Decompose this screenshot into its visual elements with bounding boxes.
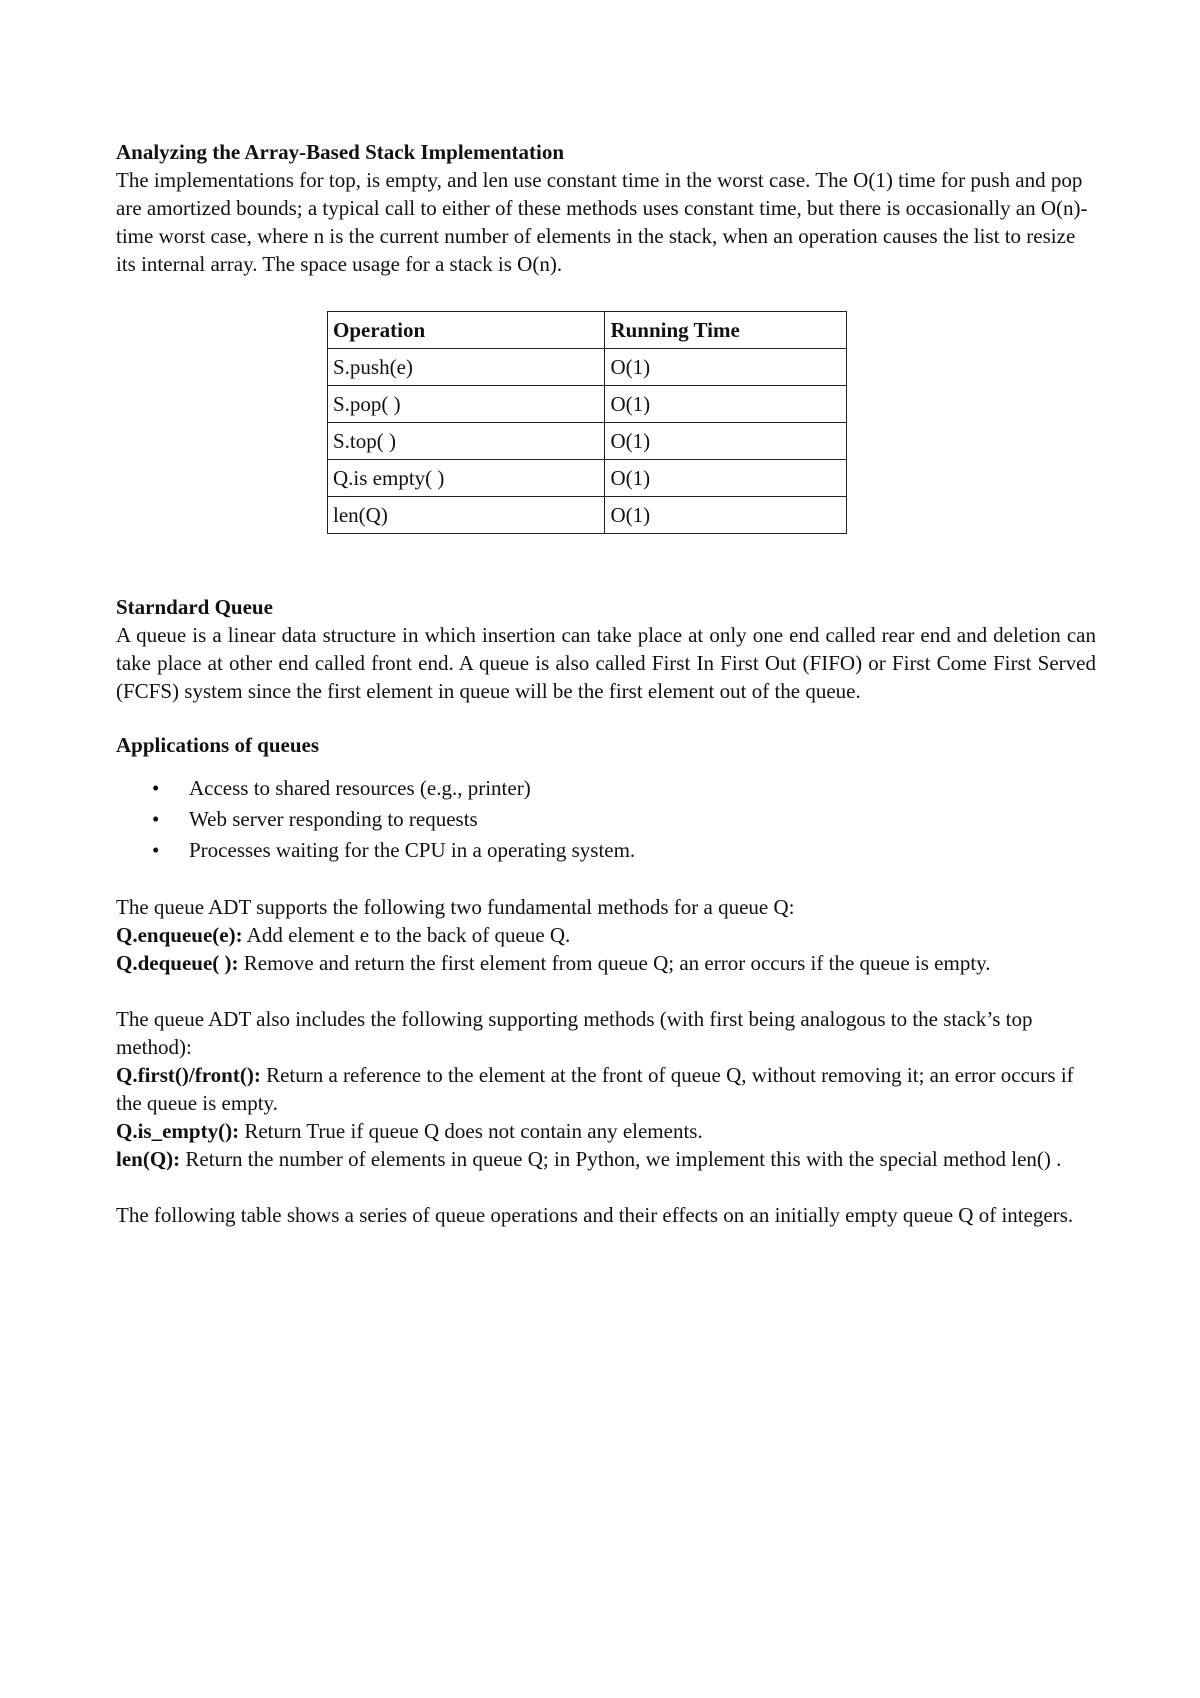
closing-paragraph: The following table shows a series of queue operations and their effects on an initially empty queue Q of integers.	[116, 1203, 1074, 1227]
table-cell-operation: S.top( )	[328, 423, 605, 460]
method-definition	[116, 1145, 1096, 1173]
method-description: Return the number of elements in queue Q; in Python, we implement this with the special method len() .	[180, 1147, 1062, 1171]
table-row	[328, 349, 847, 386]
document-page	[116, 138, 1096, 1229]
method-definition	[116, 1061, 1096, 1117]
supporting-methods-intro: The queue ADT also includes the following supporting methods (with first being analogous to the stack’s top method):	[116, 1007, 1033, 1059]
standard-queue-paragraph: A queue is a linear data structure in which insertion can take place at only one end called rear end and deletion can take place at other end called front end. A queue is also called First In First Out (FIFO) or First Come First Served (FCFS) system since the first element in queue will be the first element out of the queue.	[116, 623, 1096, 703]
table-cell-running-time: O(1)	[605, 497, 847, 534]
table-cell-operation: len(Q)	[328, 497, 605, 534]
running-time-table	[327, 311, 847, 534]
section-heading-applications: Applications of queues	[116, 733, 320, 757]
method-name: Q.first()/front():	[116, 1063, 261, 1087]
method-name: Q.enqueue(e):	[116, 923, 243, 947]
method-description: Return True if queue Q does not contain any elements.	[239, 1119, 703, 1143]
table-row	[328, 386, 847, 423]
stack-analysis-paragraph: The implementations for top, is empty, and len use constant time in the worst case. The O(1) time for push and pop are amortized bounds; a typical call to either of these methods uses constant time, but there is occasionally an O(n)-time worst case, where n is the current number of elements in the stack, when an operation causes the list to resize its internal array. The space usage for a stack is O(n).	[116, 168, 1088, 276]
table-cell-running-time: O(1)	[605, 349, 847, 386]
list-item	[116, 835, 1096, 866]
bullet-icon: •	[152, 776, 160, 800]
method-definition	[116, 921, 1096, 949]
list-item-text: Web server responding to requests	[189, 807, 478, 831]
applications-list	[116, 773, 1096, 866]
fundamental-methods-intro: The queue ADT supports the following two fundamental methods for a queue Q:	[116, 895, 795, 919]
table-header-operation: Operation	[328, 312, 605, 349]
table-cell-operation: S.push(e)	[328, 349, 605, 386]
list-item	[116, 804, 1096, 835]
table-header-running-time: Running Time	[605, 312, 847, 349]
table-row	[328, 423, 847, 460]
method-description: Add element e to the back of queue Q.	[242, 923, 571, 947]
table-row	[328, 497, 847, 534]
list-item-text: Processes waiting for the CPU in a operating system.	[189, 838, 636, 862]
method-name: len(Q):	[116, 1147, 181, 1171]
table-row	[328, 460, 847, 497]
method-name: Q.dequeue( ):	[116, 951, 239, 975]
method-description: Return a reference to the element at the front of queue Q, without removing it; an error occurs if the queue is empty.	[116, 1063, 1074, 1115]
table-cell-operation: S.pop( )	[328, 386, 605, 423]
section-heading-stack-analysis: Analyzing the Array-Based Stack Implementation	[116, 140, 564, 164]
section-heading-standard-queue: Starndard Queue	[116, 595, 273, 619]
bullet-icon: •	[152, 838, 160, 862]
table-header-row	[328, 312, 847, 349]
method-name: Q.is_empty():	[116, 1119, 240, 1143]
method-definition	[116, 1117, 1096, 1145]
table-cell-operation: Q.is empty( )	[328, 460, 605, 497]
method-description: Remove and return the first element from queue Q; an error occurs if the queue is empty.	[238, 951, 991, 975]
table-cell-running-time: O(1)	[605, 423, 847, 460]
table-cell-running-time: O(1)	[605, 460, 847, 497]
list-item-text: Access to shared resources (e.g., printer)	[189, 776, 531, 800]
table-cell-running-time: O(1)	[605, 386, 847, 423]
method-definition	[116, 949, 1096, 977]
list-item	[116, 773, 1096, 804]
bullet-icon: •	[152, 807, 160, 831]
